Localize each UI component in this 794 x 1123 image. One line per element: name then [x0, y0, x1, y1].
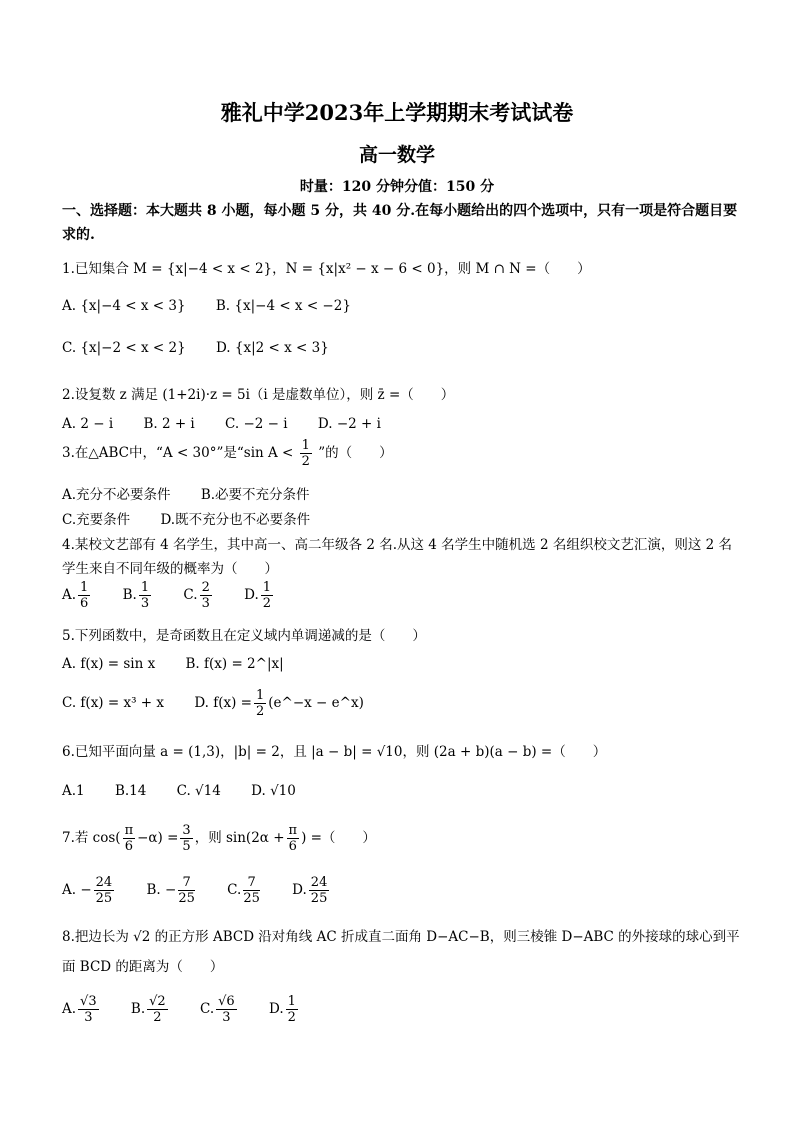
q6-option-b: B.14 [114, 783, 147, 799]
q4-stem-line1: 4.某校文艺部有 4 名学生，其中高一、高二年级各 2 名.从这 4 名学生中随机选 2 名组织校文艺汇演，则这 2 名 [62, 537, 733, 553]
q7-option-d [292, 875, 331, 906]
q4-fraction-b-den: 3 [140, 596, 150, 611]
q5-option-d-label: D. f(x) = [194, 695, 252, 711]
q3-stem-post: ”的（ ） [318, 445, 393, 461]
q7-option-b-label: B. − [146, 882, 177, 898]
q2-options [62, 416, 407, 432]
q4-option-b-label: B. [122, 587, 137, 603]
q4-fraction-b [139, 580, 151, 611]
q3-fraction-den: 2 [301, 454, 310, 469]
q8-option-d-label: D. [268, 1001, 284, 1017]
q4-option-d-label: D. [244, 587, 259, 603]
q7-fraction-pi6-den: 6 [124, 839, 133, 854]
q3-stem [62, 438, 393, 469]
q7-option-a-label: A. − [62, 882, 92, 898]
q7-fraction-d-den: 25 [310, 891, 328, 906]
q5-options-ab [62, 656, 310, 672]
q4-fraction-d-den: 2 [262, 596, 272, 611]
q7-fraction-c [243, 875, 260, 906]
q7-fraction-d [309, 875, 330, 906]
q1-option-b: B. {x|−4 < x < −2} [215, 298, 351, 314]
q4-option-c [183, 580, 213, 611]
q7-fraction-b [178, 875, 195, 906]
q3-fraction-num: 1 [301, 438, 310, 453]
q2-stem: 2.设复数 z 满足 (1+2i)·z = 5i（i 是虚数单位），则 z̄ =（ ） [62, 387, 455, 403]
q7-fraction-b-den: 25 [178, 891, 195, 906]
q7-stem [62, 823, 376, 854]
q5-fraction-d-den: 2 [255, 704, 265, 719]
q7-option-c-label: C. [227, 882, 242, 898]
q3-option-b: B.必要不充分条件 [200, 487, 310, 503]
q1-stem: 1.已知集合 M = {x|−4 < x < 2}，N = {x|x² − x − 6 < 0}，则 M ∩ N =（ ） [62, 261, 591, 277]
q4-fraction-a-num: 1 [80, 580, 89, 595]
q8-fraction-a-den: 3 [84, 1010, 93, 1025]
q1-option-a: A. {x|−4 < x < 3} [62, 298, 186, 314]
q2-option-b: B. 2 + i [143, 416, 195, 432]
q6-option-d: D. √10 [251, 783, 296, 799]
q4-fraction-c [200, 580, 212, 611]
q8-fraction-c-den: 3 [222, 1010, 231, 1025]
q4-option-a-label: A. [62, 587, 77, 603]
q4-fraction-c-den: 3 [201, 596, 210, 611]
q7-option-b [147, 875, 197, 906]
q5-option-d-tail: (e^−x − e^x) [268, 695, 364, 711]
q4-stem-line2: 学生来自不同年级的概率为（ ） [62, 561, 278, 577]
q4-fraction-a-den: 6 [80, 596, 89, 611]
q5-option-c: C. f(x) = x³ + x [62, 695, 165, 711]
q7-stem-post: ) =（ ） [301, 830, 376, 846]
q8-fraction-b-num: √2 [149, 994, 166, 1009]
q7-fraction-35 [180, 823, 192, 854]
exam-meta: 时量：120 分钟分值：150 分 [299, 179, 495, 195]
q7-fraction-d-num: 24 [310, 875, 328, 890]
q7-option-c [227, 875, 262, 906]
q7-option-a [62, 875, 116, 906]
q4-fraction-c-num: 2 [201, 580, 210, 595]
q7-fraction-pi6-num: π [124, 823, 134, 838]
q8-fraction-d [286, 994, 298, 1025]
exam-subject: 高一数学 [358, 144, 435, 166]
q8-option-a [62, 994, 101, 1025]
q7-stem-mid2: ，则 sin(2α + [194, 830, 285, 846]
q8-fraction-b-den: 2 [153, 1010, 162, 1025]
q7-stem-mid: −α) = [137, 830, 179, 846]
q8-options [62, 994, 326, 1025]
q2-option-d: D. −2 + i [317, 416, 381, 432]
q8-fraction-a-num: √3 [80, 994, 97, 1009]
q6-option-c: C. √14 [176, 783, 221, 799]
q7-fraction-pi6b-num: π [288, 823, 298, 838]
q7-fraction-b-num: 7 [178, 875, 195, 891]
q2-option-c: C. −2 − i [225, 416, 288, 432]
q5-option-d [194, 688, 364, 719]
q8-option-c-label: C. [199, 1001, 215, 1017]
q5-options-cd [62, 688, 390, 719]
q4-option-a [62, 580, 92, 611]
q8-option-c [200, 994, 239, 1025]
q4-option-c-label: C. [183, 587, 198, 603]
exam-title: 雅礼中学2023年上学期期末考试试卷 [220, 100, 574, 125]
q8-option-d [269, 994, 300, 1025]
q7-fraction-35-num: 3 [182, 823, 191, 838]
q7-fraction-pi6b [287, 823, 300, 854]
q8-option-b [131, 994, 170, 1025]
q8-option-b-label: B. [130, 1001, 146, 1017]
q4-fraction-d [261, 580, 273, 611]
q7-fraction-pi6b-den: 6 [288, 839, 297, 854]
q3-option-a: A.充分不必要条件 [62, 487, 171, 503]
q7-fraction-c-den: 25 [243, 891, 260, 906]
q1-options-cd [62, 340, 355, 356]
q5-stem: 5.下列函数中，是奇函数且在定义域内单调递减的是（ ） [62, 628, 426, 644]
q8-fraction-c-num: √6 [218, 994, 235, 1009]
q7-fraction-35-den: 5 [182, 839, 191, 854]
q8-fraction-c [216, 994, 237, 1025]
section-heading: 一、选择题：本大题共 8 小题，每小题 5 分，共 40 分.在每小题给出的四个选项中，只有一项是符合题目要求的. [62, 203, 738, 243]
q7-fraction-a-den: 25 [95, 891, 113, 906]
q7-options [62, 875, 357, 906]
q6-option-a: A.1 [62, 783, 85, 799]
q3-option-c: C.充要条件 [62, 512, 131, 528]
q7-fraction-a-num: 24 [95, 875, 113, 890]
q4-fraction-d-num: 1 [262, 580, 272, 595]
q3-options-ab [62, 483, 336, 503]
q4-fraction-b-num: 1 [140, 580, 150, 595]
q4-options [62, 580, 301, 611]
q2-option-a: A. 2 − i [62, 416, 114, 432]
q7-fraction-c-num: 7 [243, 875, 260, 891]
q1-options-ab [62, 298, 377, 314]
q6-stem: 6.已知平面向量 a = (1,3)，|b| = 2，且 |a − b| = √10，则 (2a + b)(a − b) =（ ） [62, 744, 607, 760]
q3-option-d: D.既不充分也不必要条件 [160, 512, 311, 528]
q8-option-a-label: A. [62, 1001, 77, 1017]
q5-fraction-d [254, 688, 266, 719]
q3-fraction-half [300, 438, 312, 469]
q1-option-c: C. {x|−2 < x < 2} [62, 340, 186, 356]
q5-option-b: B. f(x) = 2^|x| [185, 656, 284, 672]
q4-option-b [123, 580, 154, 611]
q8-stem: 8.把边长为 √2 的正方形 ABCD 沿对角线 AC 折成直二面角 D−AC−B，则三棱锥 D−ABC 的外接球的球心到平面 BCD 的距离为（ ） [62, 929, 740, 975]
q4-fraction-a [78, 580, 90, 611]
q5-option-a: A. f(x) = sin x [62, 656, 156, 672]
q3-stem-pre: 3.在△ABC中，“A < 30°”是“sin A < [62, 445, 294, 461]
q8-fraction-d-den: 2 [287, 1010, 296, 1025]
q5-fraction-d-num: 1 [255, 688, 265, 703]
q3-options-cd [62, 508, 336, 528]
q7-fraction-a [94, 875, 115, 906]
q7-stem-pre: 7.若 cos( [62, 830, 121, 846]
q8-fraction-a [78, 994, 99, 1025]
q7-fraction-pi6 [123, 823, 136, 854]
q8-fraction-d-num: 1 [287, 994, 296, 1009]
q8-fraction-b [147, 994, 168, 1025]
q6-options [62, 783, 322, 799]
q7-option-d-label: D. [292, 882, 307, 898]
q4-option-d [244, 580, 275, 611]
q1-option-d: D. {x|2 < x < 3} [215, 340, 329, 356]
